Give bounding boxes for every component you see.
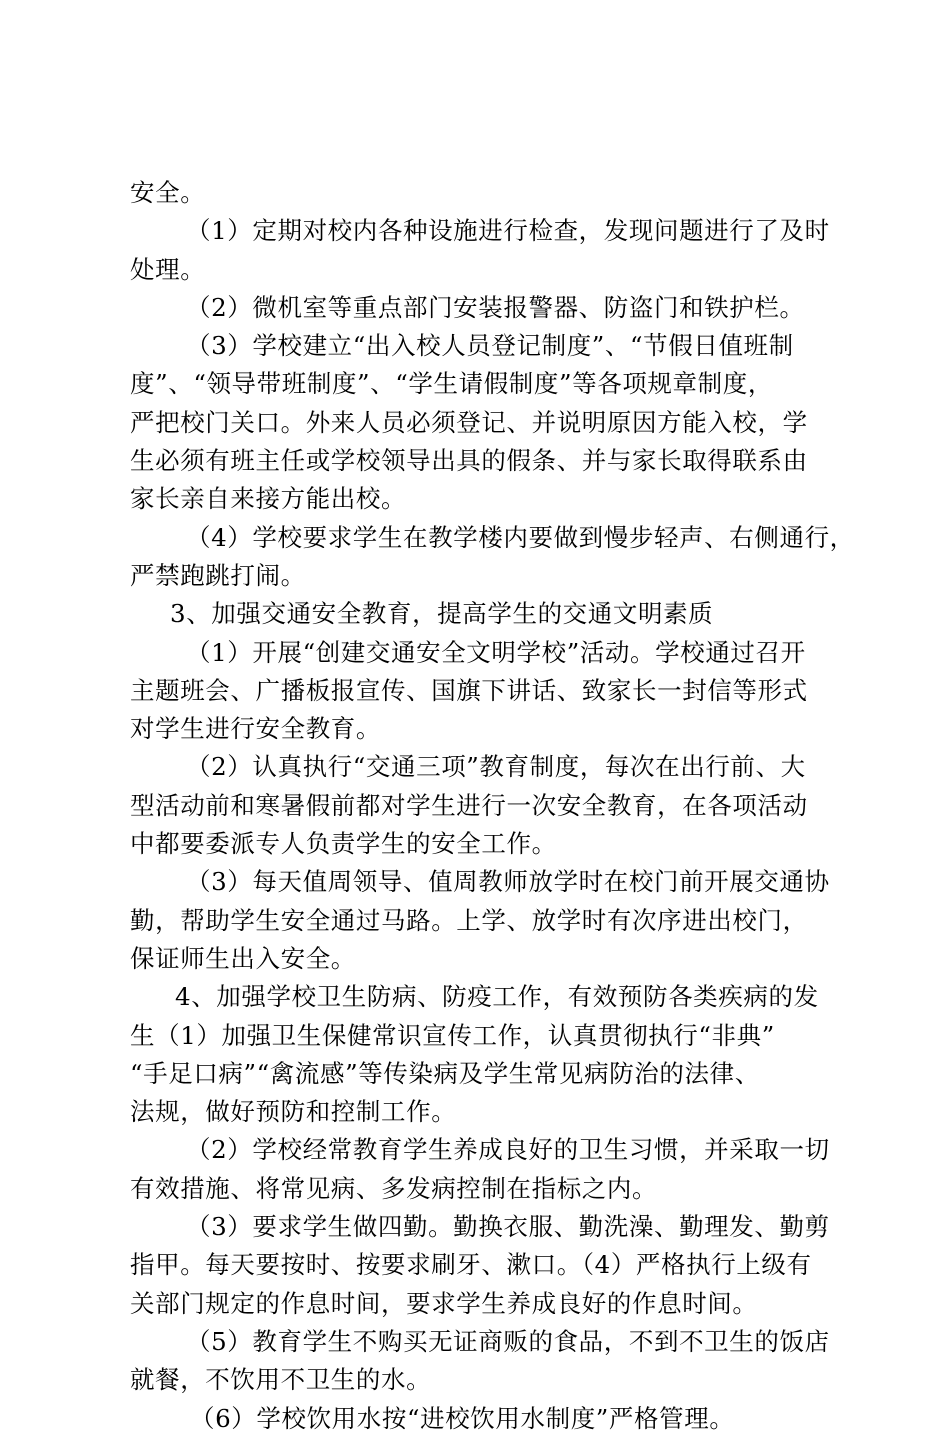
text-line: 对学生进行安全教育。 [130,714,381,744]
text-line: 就餐，不饮用不卫生的水。 [130,1365,432,1395]
text-line: 生必须有班主任或学校领导出具的假条、并与家长取得联系由 [130,446,808,476]
section-heading: 3、加强交通安全教育，提高学生的交通文明素质 [170,599,714,629]
text-line: 处理。 [130,254,206,284]
text-line: 指甲。每天要按时、按要求刷牙、漱口。（4）严格执行上级有 [130,1250,812,1280]
text-line: 生（1）加强卫生保健常识宣传工作，认真贯彻执行“非典” [130,1020,775,1050]
text-line: （1）开展“创建交通安全文明学校”活动。学校通过召开 [186,637,806,667]
text-line: （3）每天值周领导、值周教师放学时在校门前开展交通协 [186,867,830,897]
document-body [130,174,855,1438]
text-line: 型活动前和寒暑假前都对学生进行一次安全教育，在各项活动 [130,790,808,820]
text-line: 法规，做好预防和控制工作。 [130,1097,457,1127]
text-line: （4）学校要求学生在教学楼内要做到慢步轻声、右侧通行， [186,522,855,552]
text-line: 保证师生出入安全。 [130,943,356,973]
text-line: （2）学校经常教育学生养成良好的卫生习惯，并采取一切 [186,1135,830,1165]
text-line: （2）微机室等重点部门安装报警器、防盗门和铁护栏。 [186,292,805,322]
text-line: 度”、“领导带班制度”、“学生请假制度”等各项规章制度， [130,369,773,399]
text-line: （5）教育学生不购买无证商贩的食品，不到不卫生的饭店 [186,1326,830,1356]
text-line: 中都要委派专人负责学生的安全工作。 [130,829,557,859]
text-line: （6）学校饮用水按“进校饮用水制度”严格管理。 [190,1403,735,1433]
text-line: 勤，帮助学生安全通过马路。上学、放学时有次序进出校门， [130,905,808,935]
text-line: 家长亲自来接方能出校。 [130,484,407,514]
text-line: （2）认真执行“交通三项”教育制度，每次在出行前、大 [186,752,806,782]
text-line: （1）定期对校内各种设施进行检查，发现问题进行了及时 [186,216,830,246]
text-line: 关部门规定的作息时间，要求学生养成良好的作息时间。 [130,1288,758,1318]
text-line: 严把校门关口。外来人员必须登记、并说明原因方能入校，学 [130,407,808,437]
text-line: 严禁跑跳打闹。 [130,560,306,590]
text-line: 有效措施、将常见病、多发病控制在指标之内。 [130,1173,658,1203]
text-line: 安全。 [130,178,206,207]
text-line: （3）要求学生做四勤。勤换衣服、勤洗澡、勤理发、勤剪 [186,1212,830,1242]
text-line: （3）学校建立“出入校人员登记制度”、“节假日值班制 [186,331,794,361]
section-heading: 4、加强学校卫生防病、防疫工作，有效预防各类疾病的发 [175,982,819,1012]
text-line: “手足口病”“禽流感”等传染病及学生常见病防治的法律、 [130,1058,760,1088]
text-line: 主题班会、广播板报宣传、国旗下讲话、致家长一封信等形式 [130,675,808,705]
